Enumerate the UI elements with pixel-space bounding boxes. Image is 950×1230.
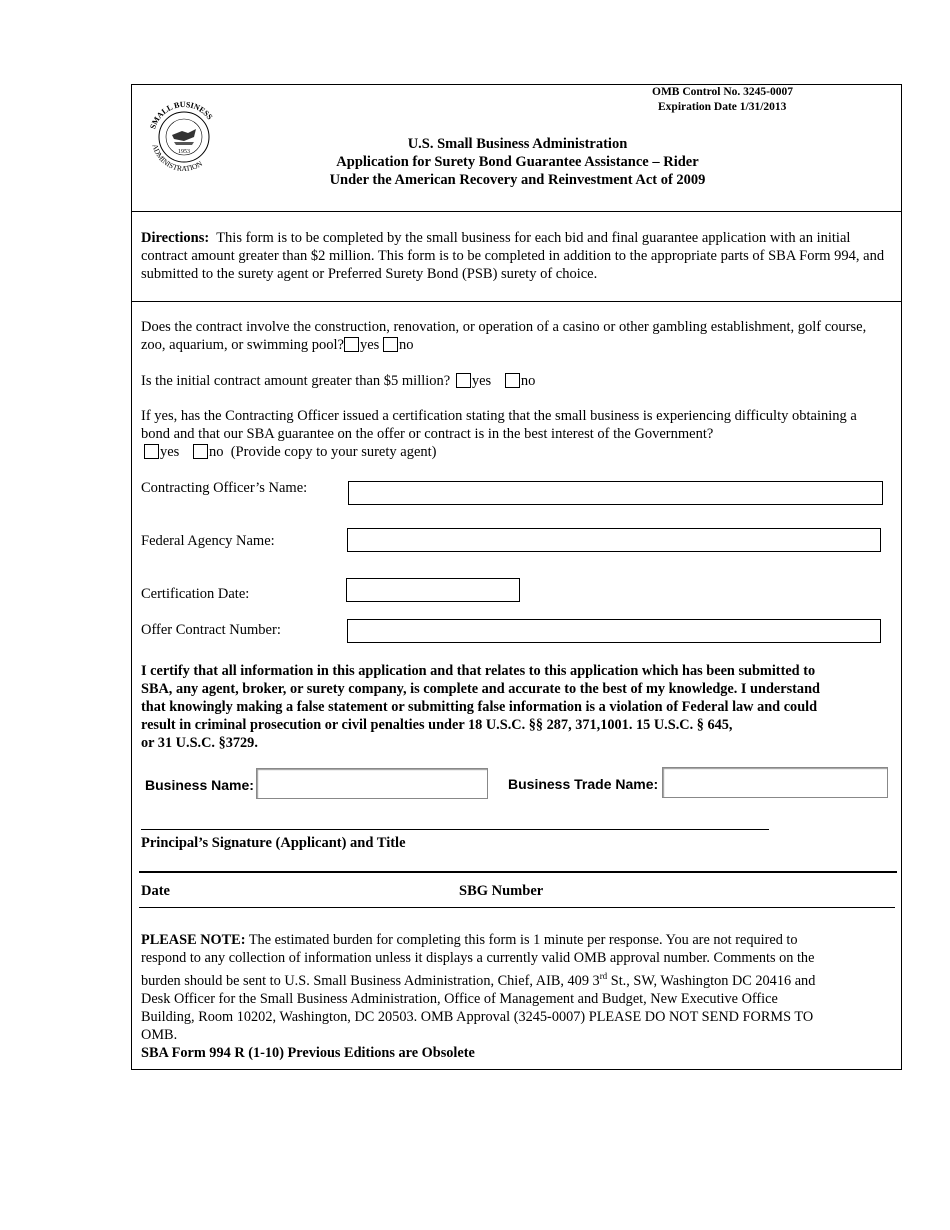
certification-yes-label: yes [160, 444, 180, 460]
question-certification-text: If yes, has the Contracting Officer issued a certification stating that the small business is experiencing difficulty obtaining a bond and that our SBA guarantee on the offer or contract is in the best interest of the Government? [141, 408, 857, 442]
business-trade-name-label: Business Trade Name: [508, 776, 659, 792]
certification-line: I certify that all information in this application and that relates to this application which has been submitted to [141, 663, 816, 679]
certification-line: or 31 U.S.C. §3729. [141, 735, 258, 751]
note-line: OMB. [141, 1026, 178, 1043]
question-gambling [141, 318, 886, 354]
question-certification [141, 407, 886, 461]
note-line: St., SW, Washington DC 20416 and [607, 972, 816, 989]
cert-date-label: Certification Date: [141, 586, 250, 602]
title-act: Under the American Recovery and Reinvestment Act of 2009 [329, 172, 706, 188]
note-line: Building, Room 10202, Washington, DC 20503. OMB Approval (3245-0007) PLEASE DO NOT SEND FORMS TO [141, 1008, 814, 1025]
omb-control-number: OMB Control No. 3245-0007 [652, 86, 793, 98]
certification-statement [141, 662, 891, 752]
note-line: burden should be sent to U.S. Small Business Administration, Chief, AIB, 409 3 [141, 972, 600, 989]
seal-year: 1953 [178, 149, 190, 155]
date-label: Date [141, 883, 170, 899]
form-frame [131, 84, 902, 1070]
certification-yes-checkbox[interactable] [144, 444, 159, 459]
sbg-number-label: SBG Number [459, 883, 544, 899]
form-title [132, 135, 903, 189]
seal-top-text: SMALL BUSINESS [148, 99, 215, 131]
divider-header [132, 211, 901, 212]
seal-bottom-text: ADMINISTRATION [150, 143, 204, 174]
amount-yes-checkbox[interactable] [456, 373, 471, 388]
amount-no-checkbox[interactable] [505, 373, 520, 388]
gambling-yes-checkbox[interactable] [344, 337, 359, 352]
certification-line: SBA, any agent, broker, or surety company, is complete and accurate to the best of my knowledge. I understand [141, 681, 820, 697]
form-footer: SBA Form 994 R (1-10) Previous Editions are Obsolete [141, 1044, 475, 1061]
agency-name-input[interactable] [347, 528, 881, 552]
title-application: Application for Surety Bond Guarantee Assistance – Rider [336, 154, 699, 170]
signature-line [141, 829, 769, 830]
offer-number-input[interactable] [347, 619, 881, 643]
amount-no-label: no [520, 373, 536, 389]
officer-name-label: Contracting Officer’s Name: [141, 480, 308, 496]
cert-date-input[interactable] [346, 578, 520, 602]
certification-no-checkbox[interactable] [193, 444, 208, 459]
date-line [139, 871, 897, 873]
certification-line: result in criminal prosecution or civil penalties under 18 U.S.C. §§ 287, 371,1001. 15 U.S.C. § 645, [141, 717, 733, 733]
directions [141, 229, 886, 283]
directions-text: This form is to be completed by the small business for each bid and final guarantee application with an initial contract amount greater than $2 million. This form is to be completed in addition to the appropriate parts of SBA Form 994, and submitted to the surety agent or Preferred Surety Bond (PSB) surety of choice. [141, 230, 885, 282]
note-superscript: rd [599, 971, 608, 981]
note-line: Desk Officer for the Small Business Administration, Office of Management and Budget, New Executive Office [141, 990, 778, 1007]
question-gambling-text: Does the contract involve the construction, renovation, or operation of a casino or other gambling establishment, golf course, zoo, aquarium, or swimming pool? [141, 319, 867, 353]
note-label: PLEASE NOTE: [141, 932, 246, 948]
certification-suffix: (Provide copy to your surety agent) [230, 444, 437, 460]
gambling-no-label: no [398, 337, 414, 353]
amount-yes-label: yes [471, 373, 492, 389]
certification-no-label: no [208, 444, 224, 460]
sbg-line [139, 907, 895, 908]
note-line: The estimated burden for completing this form is 1 minute per response. You are not required to [248, 932, 798, 948]
gambling-yes-label: yes [359, 337, 380, 353]
officer-name-input[interactable] [348, 481, 883, 505]
business-name-label: Business Name: [145, 777, 254, 793]
divider-directions [132, 301, 901, 302]
certification-line: that knowingly making a false statement or submitting false information is a violation of Federal law and could [141, 699, 818, 715]
note-line: respond to any collection of information unless it displays a currently valid OMB approval number. Comments on the [141, 950, 815, 966]
svg-text:SMALL BUSINESS [148, 100, 215, 130]
gambling-no-checkbox[interactable] [383, 337, 398, 352]
offer-number-label: Offer Contract Number: [141, 622, 281, 638]
omb-expiration-date: Expiration Date 1/31/2013 [658, 101, 787, 113]
business-trade-name-input[interactable] [662, 767, 888, 798]
agency-name-label: Federal Agency Name: [141, 533, 275, 549]
directions-label: Directions: [141, 230, 210, 246]
business-name-input[interactable] [256, 768, 488, 799]
principal-signature-label: Principal’s Signature (Applicant) and Title [141, 835, 406, 851]
question-amount [141, 372, 886, 390]
title-agency: U.S. Small Business Administration [407, 136, 628, 152]
burden-note [141, 931, 891, 1062]
omb-info [652, 85, 892, 115]
question-amount-text: Is the initial contract amount greater than $5 million? [141, 373, 451, 389]
